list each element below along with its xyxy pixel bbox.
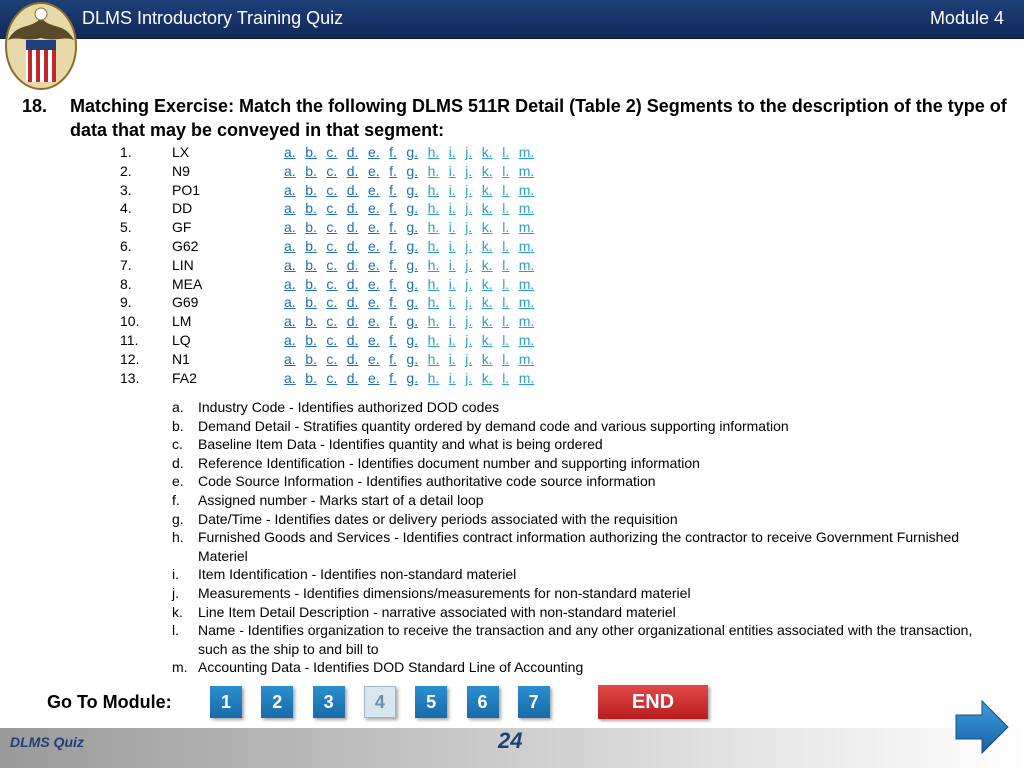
answer-choice-link[interactable]: a. [284, 331, 296, 348]
answer-choice-link[interactable]: d. [346, 350, 359, 367]
answer-choice-link[interactable]: j. [465, 256, 473, 273]
answer-choice-link[interactable]: h. [427, 350, 440, 367]
segment-number: 7. [120, 256, 132, 273]
answer-choice-link[interactable]: j. [465, 350, 473, 367]
answer-choice-link[interactable]: a. [284, 181, 296, 198]
answer-choice-link[interactable]: m. [518, 275, 535, 292]
answer-choice-link[interactable]: l. [502, 200, 510, 217]
answer-choice-link[interactable]: b. [305, 350, 317, 367]
answer-choice-link[interactable]: c. [326, 256, 338, 273]
segment-number: 1. [120, 144, 132, 160]
answer-choice-link[interactable]: l. [502, 181, 510, 198]
answer-choice-link[interactable]: i. [448, 350, 456, 367]
answer-choice-link[interactable]: k. [481, 294, 493, 311]
answer-choice-link[interactable]: m. [518, 181, 535, 198]
answer-choice-link[interactable]: i. [448, 275, 456, 292]
answer-choice-link[interactable]: c. [326, 350, 338, 367]
description-letter: j. [172, 584, 179, 601]
answer-choices [284, 163, 544, 179]
answer-choice-link[interactable]: h. [427, 144, 440, 160]
description-text: Measurements - Identifies dimensions/measurements for non-standard materiel [198, 584, 691, 601]
answer-choice-link[interactable]: c. [326, 313, 338, 330]
answer-choices [284, 332, 544, 348]
answer-choice-link[interactable]: d. [346, 256, 359, 273]
answer-choice-link[interactable]: m. [518, 200, 535, 217]
answer-choice-link[interactable]: c. [326, 181, 338, 198]
answer-choices [284, 313, 544, 329]
answer-choice-link[interactable]: g. [406, 200, 419, 217]
answer-choice-link[interactable]: g. [406, 219, 419, 236]
answer-choice-link[interactable]: d. [346, 369, 359, 386]
answer-choice-link[interactable]: b. [305, 294, 317, 311]
answer-choice-link[interactable]: i. [448, 181, 456, 198]
answer-choice-link[interactable]: f. [389, 294, 397, 311]
answer-choice-link[interactable]: j. [465, 162, 473, 179]
question-block [22, 94, 1012, 142]
description-text: Item Identification - Identifies non-standard materiel [198, 566, 517, 583]
description-list [172, 398, 992, 677]
description-letter: b. [172, 417, 184, 434]
description-text: Furnished Goods and Services - Identifies contract information authorizing the contractor to receive Government Furnished Materiel [198, 529, 960, 564]
answer-choice-link[interactable]: l. [502, 219, 510, 236]
answer-choices [284, 257, 544, 273]
answer-choice-link[interactable]: i. [448, 294, 456, 311]
dla-seal-icon [2, 0, 80, 92]
answer-choice-link[interactable]: a. [284, 350, 296, 367]
answer-choice-link[interactable]: j. [465, 275, 473, 292]
segment-number: 8. [120, 275, 132, 292]
answer-choice-link[interactable]: b. [305, 275, 317, 292]
segment-number: 12. [120, 350, 140, 367]
segment-number: 11. [120, 331, 139, 348]
answer-choice-link[interactable]: i. [448, 162, 456, 179]
answer-choice-link[interactable]: c. [326, 200, 338, 217]
answer-choices [284, 294, 544, 310]
module-label: Module 4 [929, 8, 1004, 28]
answer-choice-link[interactable]: e. [367, 256, 380, 273]
module-button-2[interactable]: 2 [261, 686, 293, 718]
question-text: Matching Exercise: Match the following DLMS 511R Detail (Table 2) Segments to the description of the type of data that may be conveyed in that segment: [70, 96, 1007, 140]
description-letter: a. [172, 399, 184, 415]
answer-choice-link[interactable]: l. [502, 275, 510, 292]
answer-choice-link[interactable]: b. [305, 237, 317, 254]
answer-choice-link[interactable]: m. [518, 331, 535, 348]
answer-choice-link[interactable]: j. [465, 294, 473, 311]
answer-choice-link[interactable]: k. [481, 219, 493, 236]
answer-choice-link[interactable]: j. [465, 144, 473, 160]
answer-choice-link[interactable]: d. [346, 181, 359, 198]
module-button-4[interactable]: 4 [364, 686, 396, 718]
segment-code: PO1 [172, 181, 201, 198]
description-letter: m. [172, 659, 188, 676]
answer-choice-link[interactable]: i. [448, 237, 456, 254]
description-row [172, 398, 992, 417]
description-letter: c. [172, 436, 183, 453]
answer-choice-link[interactable]: b. [305, 162, 317, 179]
answer-choice-link[interactable]: c. [326, 275, 338, 292]
answer-choice-link[interactable]: k. [481, 350, 493, 367]
answer-choice-link[interactable]: b. [305, 181, 317, 198]
segment-code: GF [172, 219, 192, 236]
answer-choice-link[interactable]: k. [481, 275, 493, 292]
answer-choice-link[interactable]: m. [518, 162, 535, 179]
description-row [172, 658, 992, 677]
answer-choice-link[interactable]: m. [518, 237, 535, 254]
answer-choice-link[interactable]: d. [346, 162, 359, 179]
description-row [172, 584, 992, 603]
module-button-3[interactable]: 3 [313, 686, 345, 718]
answer-choice-link[interactable]: f. [389, 275, 397, 292]
end-button[interactable]: END [598, 685, 708, 719]
answer-choice-link[interactable]: d. [346, 219, 359, 236]
answer-choice-link[interactable]: j. [465, 219, 473, 236]
answer-choice-link[interactable]: l. [502, 369, 510, 386]
description-text: Industry Code - Identifies authorized DOD codes [198, 399, 500, 415]
description-text: Demand Detail - Stratifies quantity ordered by demand code and various supporting information [198, 417, 789, 434]
description-text: Name - Identifies organization to receive the transaction and any other organizational entities associated with the transaction, such as the ship to and bill to [198, 622, 973, 657]
answer-choice-link[interactable]: i. [448, 256, 456, 273]
answer-choice-link[interactable]: b. [305, 331, 317, 348]
description-text: Code Source Information - Identifies authoritative code source information [198, 473, 656, 490]
answer-choice-link[interactable]: g. [406, 350, 419, 367]
answer-choice-link[interactable]: g. [406, 256, 419, 273]
answer-choice-link[interactable]: g. [406, 237, 419, 254]
answer-choice-link[interactable]: b. [305, 256, 317, 273]
answer-choice-link[interactable]: a. [284, 313, 296, 330]
answer-choice-link[interactable]: k. [481, 369, 493, 386]
segment-number: 13. [120, 369, 140, 386]
answer-choice-link[interactable]: a. [284, 144, 296, 160]
answer-choice-link[interactable]: g. [406, 144, 419, 160]
description-letter: f. [172, 491, 180, 508]
answer-choice-link[interactable]: e. [367, 369, 380, 386]
segment-code: G62 [172, 237, 199, 254]
answer-choice-link[interactable]: f. [389, 181, 397, 198]
answer-choice-link[interactable]: b. [305, 219, 317, 236]
answer-choice-link[interactable]: k. [481, 144, 493, 160]
description-text: Accounting Data - Identifies DOD Standard Line of Accounting [198, 659, 584, 676]
segment-code: G69 [172, 294, 199, 311]
answer-choice-link[interactable]: f. [389, 350, 397, 367]
answer-choice-link[interactable]: e. [367, 144, 380, 160]
segment-code: DD [172, 200, 193, 217]
answer-choices [284, 219, 544, 235]
answer-choice-link[interactable]: a. [284, 219, 296, 236]
segment-number: 5. [120, 219, 132, 236]
description-row [172, 472, 992, 491]
answer-choice-link[interactable]: g. [406, 275, 419, 292]
answer-choice-link[interactable]: b. [305, 369, 317, 386]
answer-choice-link[interactable]: j. [465, 331, 473, 348]
description-text: Assigned number - Marks start of a detail loop [198, 491, 484, 508]
description-letter: k. [172, 603, 183, 620]
answer-choice-link[interactable]: l. [502, 144, 510, 160]
description-row [172, 435, 992, 454]
answer-choice-link[interactable]: i. [448, 219, 456, 236]
description-letter: l. [172, 622, 179, 639]
answer-choice-link[interactable]: m. [518, 369, 535, 386]
answer-choice-link[interactable]: g. [406, 294, 419, 311]
description-letter: i. [172, 566, 179, 583]
answer-choice-link[interactable]: c. [326, 331, 338, 348]
segment-code: N9 [172, 162, 190, 179]
answer-choice-link[interactable]: d. [346, 294, 359, 311]
answer-choice-link[interactable]: h. [427, 237, 440, 254]
answer-choice-link[interactable]: f. [389, 219, 397, 236]
answer-choice-link[interactable]: k. [481, 313, 493, 330]
description-row [172, 528, 992, 565]
segment-number: 6. [120, 237, 132, 254]
answer-choice-link[interactable]: i. [448, 369, 456, 386]
answer-choice-link[interactable]: i. [448, 144, 456, 160]
description-row [172, 491, 992, 510]
answer-choice-link[interactable]: h. [427, 331, 440, 348]
answer-choice-link[interactable]: l. [502, 294, 510, 311]
answer-choices [284, 351, 544, 367]
segment-code: FA2 [172, 369, 197, 386]
answer-choice-link[interactable]: e. [367, 350, 380, 367]
answer-choice-link[interactable]: c. [326, 369, 338, 386]
answer-choice-link[interactable]: h. [427, 369, 440, 386]
answer-choice-link[interactable]: j. [465, 237, 473, 254]
answer-choice-link[interactable]: h. [427, 200, 440, 217]
answer-choice-link[interactable]: d. [346, 144, 359, 160]
answer-choice-link[interactable]: j. [465, 369, 473, 386]
footer [0, 728, 1024, 768]
answer-choices [284, 144, 544, 160]
answer-choice-link[interactable]: i. [448, 200, 456, 217]
segment-number: 4. [120, 200, 132, 217]
segment-code: LX [172, 144, 190, 160]
answer-choice-link[interactable]: e. [367, 181, 380, 198]
segment-number: 2. [120, 162, 132, 179]
answer-choice-link[interactable]: c. [326, 294, 338, 311]
answer-choice-link[interactable]: g. [406, 369, 419, 386]
answer-choice-link[interactable]: a. [284, 275, 296, 292]
answer-choice-link[interactable]: l. [502, 331, 510, 348]
answer-choice-link[interactable]: e. [367, 275, 380, 292]
answer-choice-link[interactable]: f. [389, 369, 397, 386]
description-row [172, 510, 992, 529]
answer-choice-link[interactable]: l. [502, 162, 510, 179]
answer-choice-link[interactable]: g. [406, 313, 419, 330]
description-row [172, 565, 992, 584]
answer-choice-link[interactable]: b. [305, 313, 317, 330]
answer-choice-link[interactable]: k. [481, 331, 493, 348]
answer-choice-link[interactable]: d. [346, 313, 359, 330]
answer-choice-link[interactable]: k. [481, 181, 493, 198]
answer-choice-link[interactable]: e. [367, 331, 380, 348]
answer-choice-link[interactable]: k. [481, 162, 493, 179]
answer-choice-link[interactable]: a. [284, 237, 296, 254]
answer-choice-link[interactable]: h. [427, 181, 440, 198]
answer-choice-link[interactable]: d. [346, 200, 359, 217]
description-row [172, 417, 992, 436]
answer-choice-link[interactable]: i. [448, 313, 456, 330]
answer-choice-link[interactable]: e. [367, 237, 380, 254]
description-text: Date/Time - Identifies dates or delivery periods associated with the requisition [198, 510, 678, 527]
description-text: Reference Identification - Identifies document number and supporting information [198, 454, 700, 471]
answer-choice-link[interactable]: g. [406, 181, 419, 198]
answer-choice-link[interactable]: a. [284, 294, 296, 311]
answer-choice-link[interactable]: m. [518, 219, 535, 236]
answer-choices [284, 200, 544, 216]
module-button-5[interactable]: 5 [415, 686, 447, 718]
segment-number: 3. [120, 181, 132, 198]
description-text: Baseline Item Data - Identifies quantity and what is being ordered [198, 436, 603, 453]
answer-choice-link[interactable]: g. [406, 162, 419, 179]
answer-choice-link[interactable]: c. [326, 162, 338, 179]
answer-choice-link[interactable]: m. [518, 313, 535, 330]
description-row [172, 454, 992, 473]
answer-choice-link[interactable]: d. [346, 331, 359, 348]
footer-brand: DLMS Quiz [10, 734, 84, 750]
segment-code: LM [172, 313, 192, 330]
answer-choice-link[interactable]: m. [518, 144, 535, 160]
answer-choice-link[interactable]: a. [284, 369, 296, 386]
answer-choice-link[interactable]: a. [284, 256, 296, 273]
app-title: DLMS Introductory Training Quiz [82, 8, 344, 28]
answer-choice-link[interactable]: a. [284, 200, 296, 217]
segment-code: LIN [172, 256, 194, 273]
answer-choice-link[interactable]: k. [481, 237, 493, 254]
answer-choice-link[interactable]: f. [389, 331, 397, 348]
answer-choices [284, 370, 544, 386]
answer-choice-link[interactable]: j. [465, 313, 473, 330]
answer-choice-link[interactable]: h. [427, 162, 440, 179]
module-button-1[interactable]: 1 [210, 686, 242, 718]
answer-choice-link[interactable]: b. [305, 200, 317, 217]
answer-choice-link[interactable]: l. [502, 237, 510, 254]
answer-choice-link[interactable]: g. [406, 331, 419, 348]
answer-choice-link[interactable]: f. [389, 256, 397, 273]
answer-choice-link[interactable]: a. [284, 162, 296, 179]
answer-choice-link[interactable]: e. [367, 200, 380, 217]
answer-choice-link[interactable]: h. [427, 275, 440, 292]
answer-choices [284, 238, 544, 254]
answer-choice-link[interactable]: f. [389, 313, 397, 330]
answer-choice-link[interactable]: e. [367, 162, 380, 179]
goto-module-label: Go To Module: [47, 692, 172, 712]
answer-choice-link[interactable]: m. [518, 350, 535, 367]
answer-choice-link[interactable]: c. [326, 219, 338, 236]
answer-choice-link[interactable]: k. [481, 256, 493, 273]
segment-number: 10. [120, 313, 140, 330]
answer-choice-link[interactable]: m. [518, 256, 535, 273]
answer-choice-link[interactable]: l. [502, 350, 510, 367]
answer-choices [284, 182, 544, 198]
segment-code: MEA [172, 275, 203, 292]
answer-choices [284, 276, 544, 292]
description-letter: h. [172, 529, 184, 546]
answer-choice-link[interactable]: d. [346, 275, 359, 292]
answer-choice-link[interactable]: h. [427, 313, 440, 330]
answer-choice-link[interactable]: i. [448, 331, 456, 348]
answer-choice-link[interactable]: f. [389, 144, 397, 160]
segment-code: N1 [172, 350, 190, 367]
answer-choice-link[interactable]: h. [427, 219, 440, 236]
answer-choice-link[interactable]: h. [427, 294, 440, 311]
question-number: 18. [22, 96, 48, 116]
description-letter: g. [172, 510, 184, 527]
answer-choice-link[interactable]: j. [465, 200, 473, 217]
description-text: Line Item Detail Description - narrative associated with non-standard materiel [198, 603, 676, 620]
answer-choice-link[interactable]: c. [326, 237, 338, 254]
answer-choice-link[interactable]: f. [389, 162, 397, 179]
answer-choice-link[interactable]: l. [502, 313, 510, 330]
segment-number: 9. [120, 294, 132, 311]
answer-choice-link[interactable]: e. [367, 313, 380, 330]
segment-code: LQ [172, 331, 191, 348]
module-button-6[interactable]: 6 [467, 686, 499, 718]
answer-choice-link[interactable]: c. [326, 144, 338, 160]
module-button-7[interactable]: 7 [518, 686, 550, 718]
answer-choice-link[interactable]: e. [367, 294, 380, 311]
next-arrow-icon[interactable] [952, 697, 1012, 757]
answer-choice-link[interactable]: b. [305, 144, 317, 160]
description-row [172, 621, 992, 658]
description-letter: d. [172, 454, 184, 471]
page-number: 24 [498, 728, 523, 753]
answer-choice-link[interactable]: l. [502, 256, 510, 273]
answer-choice-link[interactable]: m. [518, 294, 535, 311]
answer-choice-link[interactable]: f. [389, 200, 397, 217]
answer-choice-link[interactable]: f. [389, 237, 397, 254]
answer-choice-link[interactable]: e. [367, 219, 380, 236]
answer-choice-link[interactable]: d. [346, 237, 359, 254]
answer-choice-link[interactable]: k. [481, 200, 493, 217]
description-row [172, 603, 992, 622]
answer-choice-link[interactable]: h. [427, 256, 440, 273]
title-bar [0, 0, 1024, 39]
description-letter: e. [172, 473, 184, 490]
answer-choice-link[interactable]: j. [465, 181, 473, 198]
